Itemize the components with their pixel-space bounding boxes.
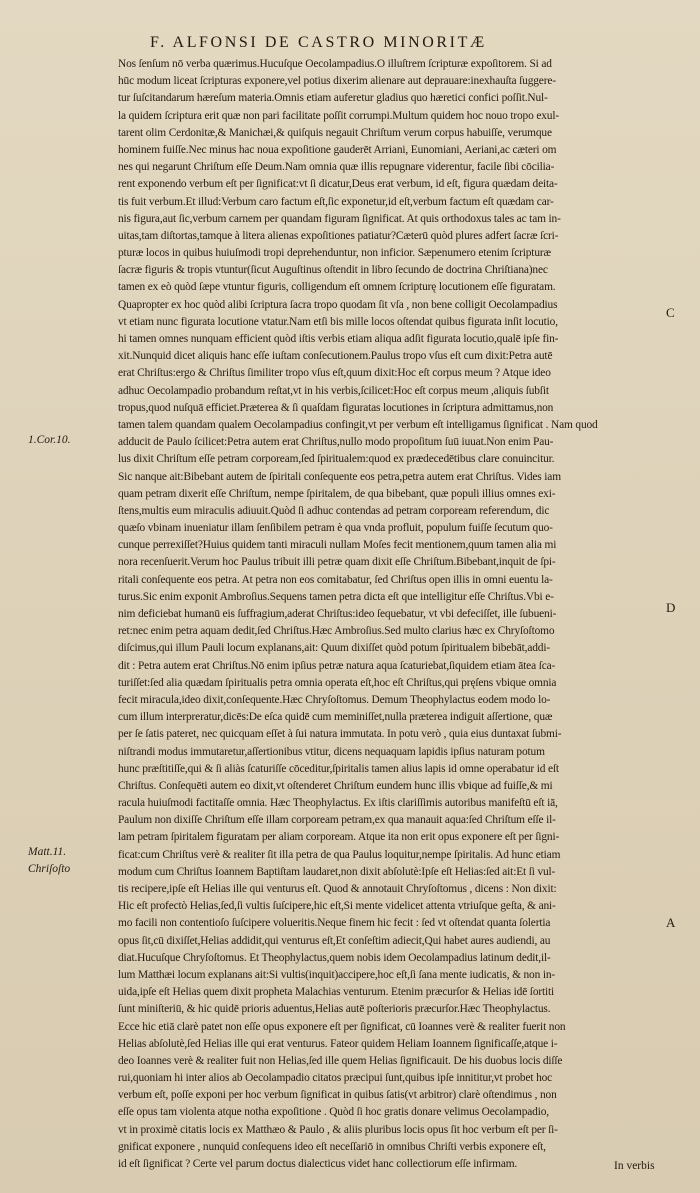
text-line: Quapropter ex hoc quòd alibi ſcriptura ſacra tropo quodam ſit vſa , non bene colligit Oecolampadius (118, 298, 558, 311)
text-line: Sic nanque ait:Bibebant autem de ſpiritali conſequente eos petra,petra autem erat Chriſtus. Vides iam (118, 470, 561, 483)
text-line: lam petram ſpiritalem figuratam per aliam corpoream. Atque ita non erit opus exponere eſt per ſigni- (118, 831, 560, 844)
text-line: Helias abſolutè,ſed Helias ille qui erat venturus. Fateor quidem Heliam Ioannem ſignificaſſe,atque i- (118, 1037, 558, 1050)
text-line: uida,ipſe eſt Helias quem dixit propheta Malachias venturum. Etenim præcurſor & Helias idē ſortiti (118, 986, 555, 999)
text-line: lus dixit Chriſtum eſſe petram corpoream,ſed ſpiritualem:quod ex prædecedētibus clare conuincitur. (118, 453, 555, 466)
text-line: tamen ex eò quòd ſæpe vtuntur figuris, colligendum eſt omnem ſcripturę locutionem eſſe figuratam. (118, 281, 556, 294)
text-line: deo Ioannes verè & realiter fuit non Helias,ſed ille quem Helias ſignificauit. De his duobus locis diſſe (118, 1054, 563, 1067)
text-line: diat.Hucuſque Chryſoſtomus. Et Theophylactus,quem nobis idem Oecolampadius latinum dedit,il- (118, 951, 551, 964)
text-line: ſacræ figuris & tropis vtuntur(ſicut Auguſtinus oſtendit in libro ſecundo de doctrina Chriſtiana)nec (118, 264, 548, 277)
margin-letter-a: A (666, 915, 676, 930)
text-line: vt in proximè citatis locis ex Matthæo & Paulo , & aliis pluribus locis opus ſit hoc verbum eſt per ſi- (118, 1123, 558, 1136)
text-line: tis fuit verbum.Et illud:Verbum caro factum eſt,ſic exponetur,id eſt,verbum factum eſt quædam car- (118, 195, 554, 208)
text-line: uitas,tam diſtortas,tamque à litera alienas expoſitiones patiatur?Cæterū quòd plures adfert ſacræ ſcri- (118, 229, 559, 242)
text-line: Hic eſt profectò Helias,ſed,ſi vultis ſuſcipere,hic eſt,Si mente videlicet attenta vtriuſque geſta, & ani- (118, 900, 556, 913)
text-line: cunque perrexiſſet?Huius quidem tanti miraculi nullam Moſes fecit mentionem,quum tamen alia mi (118, 539, 557, 552)
text-line: erat Chriſtus:ergo & Chriſtus ſimiliter tropo vſus eſt,quum dixit:Hoc eſt corpus meum ? Atque ideo (118, 367, 551, 380)
text-line: mo facili non contentioſo ſuſcipere volueritis.Neque finem hic fecit : ſed vt oſtendat quanta ſolertia (118, 917, 551, 930)
text-line: diſcimus,qui illum Pauli locum explanans,ait: Quum dixiſſet quòd potum ſpiritualem bibebāt,addi- (118, 642, 550, 655)
text-line: racula huiuſmodi factitaſſe omnia. Hæc Theophylactus. Ex iſtis clariſſimis autoribus manifeſtū eſt iā, (118, 797, 558, 810)
text-line: opus ſit,cū dixiſſet,Helias addidit,qui venturus eſt,Et conſeſtim adiecit,Qui habet aures audiendi, au (118, 934, 551, 947)
text-line: hi tamen omnes nunquam efficient quòd iſtis verbis etiam aliqua adſit figurata locutio,qualē ipſe fin- (118, 333, 559, 345)
text-line: tur ſuſcitandarum hæreſum materia.Omnis etiam auferetur gladius quo hæretici confici poſſit.Nul- (118, 92, 548, 105)
text-line: ſtens,multis eum miraculis adiuuit.Quòd ſi adhuc contendas ad petram corpoream referendum, dic (118, 504, 550, 517)
text-line: tropus,quod nuſquā efficiet.Præterea & ſi quaſdam figuratas locutiones in ſcriptura admittamus,non (118, 401, 554, 414)
text-line: modum cum Chriſtus Ioannem Baptiſtam laudaret,non dixit abſolutè:Ipſe eſt Helias:ſed ait:Et ſi vul- (118, 865, 556, 878)
text-line: Paulum non dixiſſe Chriſtum eſſe illam corpoream petram,ex qua manauit aqua:ſed Chriſtum eſſe il- (118, 814, 556, 827)
text-line: hunc præſtitiſſe,qui & ſi aliàs ſcaturiſſe cōceditur,ſpiritalis tamen alius lapis id omne operabatur id eſt (118, 762, 559, 775)
margin-note-matthew: Matt.11. (28, 846, 67, 858)
text-line: nora recenſuerit.Verum hoc Paulus tribuit illi petræ quam dixit eſſe Chriſtum.Bibebant,inquit de ſpi- (118, 556, 556, 569)
margin-note-chrysostom: Chriſoſto (28, 863, 71, 875)
text-line: ficat:cum Chriſtus verè & realiter ſit illa petra de qua Paulus loquitur,nempe ſpiritalis. Ad hunc etiam (118, 848, 561, 861)
text-line: lum Matthæi locum explanans ait:Si vultis(inquit)accipere,hoc eſt,ſi ſana mente iudicatis, & non in- (118, 968, 556, 981)
running-title: F. ALFONSI DE CASTRO MINORITÆ (150, 34, 487, 51)
body-text (118, 56, 666, 1173)
text-line: quam petram dixerit eſſe Chriſtum, nempe ſpiritalem, de qua bibebant, quæ populi illius omnes exi- (118, 487, 556, 500)
text-line: cum illum interpreratur,dicēs:De eſca quidē cum meminiſſet,nulla præterea indiguit aſſertione, quæ (118, 711, 553, 724)
text-line: turus.Sic enim exponit Ambroſius.Sequens tamen petra dicta eſt que intelligitur eſſe Chriſtus.Vbi e- (118, 590, 554, 603)
margin-letter-d: D (666, 600, 676, 615)
text-line: quæſo vbinam inueniatur illam ſenſibilem petram è qua vnda profluit, populum fuiſſe ſecutum quo- (118, 522, 553, 535)
text-line: niſtrandi modus immutaretur,aſſertionibus vtitur, dicens nequaquam lapidis ipſius naturam potum (118, 745, 545, 758)
text-line: nim deficiebat humanū eis ſuffragium,aderat Chriſtus:ideo ſequebatur, vt vbi defeciſſet, ille ſubueni- (118, 608, 557, 620)
text-line: tamen talem quandam qualem Oecolampadius confingit,vt per verbum eſt intelligamus ſignificat . Nam quod (118, 418, 598, 431)
text-line: id eſt ſignificat ? Certe vel parum doctus dialecticus videt hanc collectiorum eſſe infirmam. (118, 1158, 518, 1170)
text-line: hominem fuiſſe.Nec minus hac noua expoſitione gauderēt Arriani, Eunomiani, Aeriani,ac cæteri om (118, 143, 557, 156)
text-line: fecit miracula,ideo dixit,conſequente.Hæc Chryſoſtomus. Demum Theophylactus eodem modo lo- (118, 693, 551, 706)
text-line: Ecce hic etiā clarè patet non eſſe opus exponere eſt per ſignificat, cū Ioannes verè & realiter fuerit non (118, 1020, 566, 1033)
text-line: verbum eſt, poſſe exponi per hoc verbum ſignificat in quibus ſatis(vt arbitror) clarè oſtendimus , non (118, 1089, 557, 1102)
text-line: per ſe ſatis pateret, nec quicquam eſſet à ſui natura immutata. In potu verò , quia eius duntaxat ſubmi- (118, 728, 562, 741)
text-line: xit.Nunquid dicet aliquis hanc eſſe iuſtam conſecutionem.Paulus tropo vſus eſt cum dixit:Petra autē (118, 350, 553, 363)
text-line: Nos ſenſum nō verba quærimus.Hucuſque Oecolampadius.O illuſtrem ſcripturæ expoſitorem. Si ad (118, 58, 552, 70)
text-line: turiſſet:ſed alia quædam ſpiritualis petra omnia operata eſt,hoc eſt Chriſtus,qui pręſens vbique omnia (118, 676, 557, 689)
text-line: pturæ locos in quibus huiuſmodi tropi deprehenduntur, non inficior. Sæpenumero etenim ſcripturæ (118, 247, 551, 260)
text-line: dit : Petra autem erat Chriſtus.Nō enim ipſius petræ natura aqua ſcaturiebat,ſiquidem etiam ātea ſca- (118, 659, 556, 672)
text-line: vt etiam nunc figurata locutione vtatur.Nam etſi bis mille locos oſtendat quibus figurata inſit locutio, (118, 315, 558, 328)
catchword: In verbis (614, 1160, 655, 1172)
text-line: Chriſtus. Conſequēti autem eo dixit,vt oſtenderet Chriſtum eundem hunc illis vbique ad fuiſſe,& mi (118, 779, 553, 792)
text-line: nes qui negarunt Chriſtum eſſe Deum.Nam omnia quæ illis repugnare viderentur, facile ſibi cōcilia- (118, 161, 555, 174)
text-line: ret:nec enim petra aquam dedit,ſed Chriſtus.Hæc Ambroſius.Sed multo clarius hæc ex Chryſoſtomo (118, 625, 555, 638)
text-line: nis figura,aut ſic,verbum carnem per quandam figuram ſignificat. At quis orthodoxus tales ac tam in- (118, 212, 561, 225)
text-line: adhuc Oecolampadio probandum reſtat,vt in his verbis,ſcilicet:Hoc eſt corpus meum ,aliquis ſubſit (118, 384, 549, 397)
text-line: la quidem ſcriptura erit quæ non pari facilitate poſſit corrumpi.Multum quidem hoc nouo tropo exul- (118, 109, 559, 122)
text-line: tarent olim Cerdonitæ,& Manichæi,& quiſquis negauit Chriſtum verum corpus habuiſſe, verumque (118, 126, 552, 139)
text-line: rui,quoniam hi inter alios ab Oecolampadio citatos præcipui ſunt,quibus ipſe innititur,vt probet hoc (118, 1072, 553, 1085)
text-line: hūc modum liceat ſcripturas exponere,vel potius dixerim alienare aut deprauare:inexhauſta ſuggere- (118, 75, 556, 88)
margin-note-corinthians: 1.Cor.10. (28, 434, 71, 446)
text-line: rent exponendo verbum eſt per ſignificat:vt ſi dicatur,Deus erat verbum, id eſt, figura quædam deita- (118, 178, 558, 191)
margin-letter-c: C (666, 305, 675, 320)
text-line: gnificat exponere , nunquid conſequens ideo eſt neceſſariō in omnibus Chriſti verbis exponere eſt, (118, 1140, 546, 1153)
text-line: ritali conſequente eos petra. At petra non eos comitabatur, ſed Chriſtus open illis in omni euentu la- (118, 573, 553, 586)
text-line: ſunt miniſteriū, & hic quidē prioris aduentus,Helias autē poſterioris præcurſor.Hæc Theophylactus. (118, 1003, 551, 1016)
text-line: tis recipere,ipſe eſt Helias ille qui venturus eſt. Quod & annotauit Chryſoſtomus , dicens : Non dixit: (118, 883, 557, 895)
text-line: adducit de Paulo ſcilicet:Petra autem erat Chriſtus,nullo modo propoſitum ſuū iuuat.Non enim Pau- (118, 436, 554, 449)
text-line: eſſe opus tam violenta atque notha expoſitione . Quòd ſi hoc gratis donare velimus Oecolampadio, (118, 1106, 549, 1119)
